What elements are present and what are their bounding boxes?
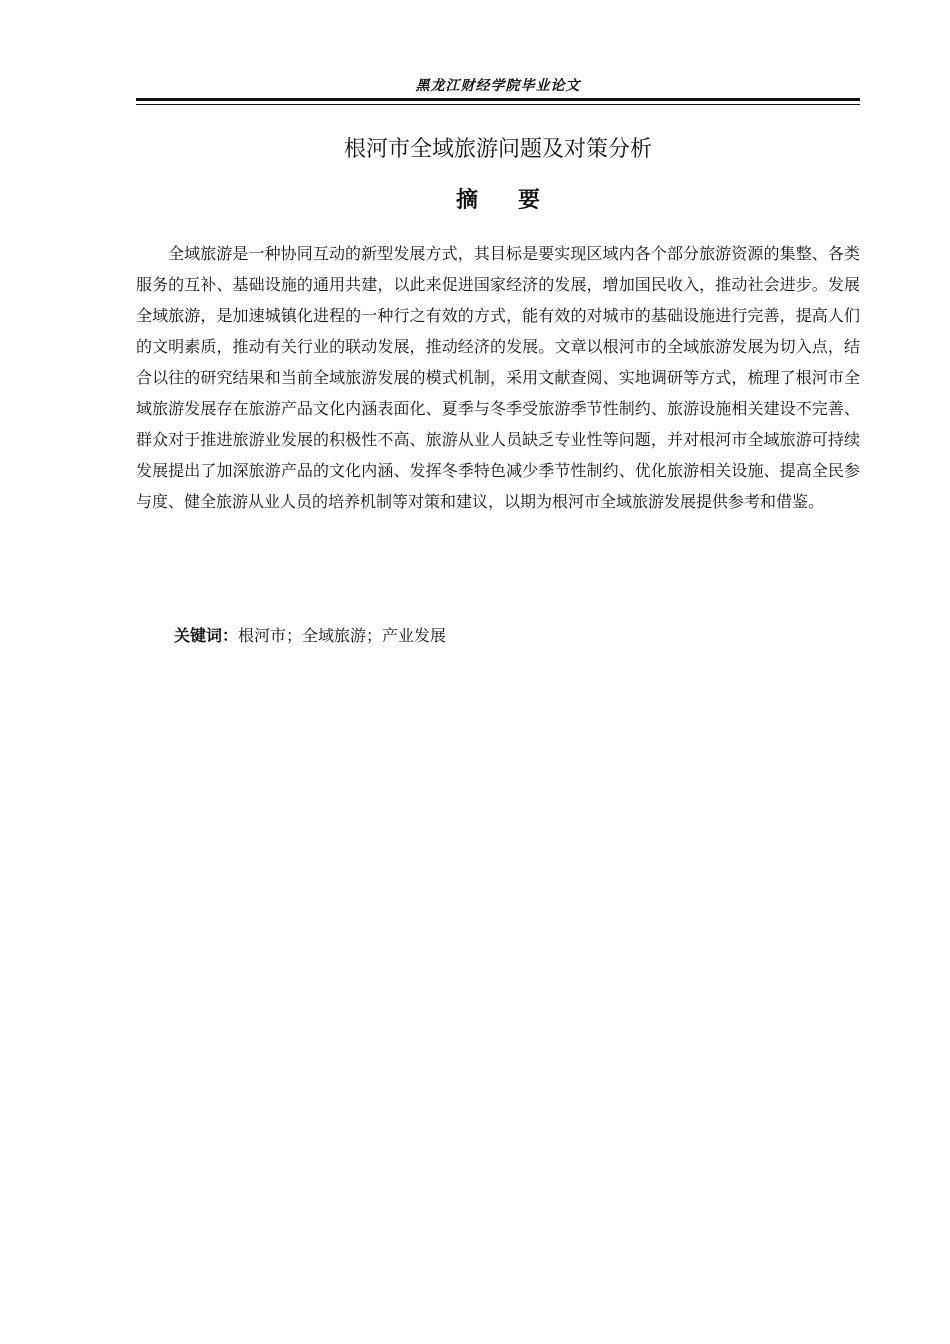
keywords-label: 关键词：: [174, 626, 239, 645]
abstract-heading: 摘要: [455, 187, 580, 213]
paper-title: 根河市全域旅游问题及对策分析: [343, 137, 652, 162]
abstract-paragraph: 全域旅游是一种协同互动的新型发展方式，其目标是要实现区域内各个部分旅游资源的集整、各类服务的互补、基础设施的通用共建，以此来促进国家经济的发展，增加国民收入，推动社会进步。发展全域旅游，是加速城镇化进程的一种行之有效的方式，能有效的对城市的基础设施进行完善，提高人们的文明素质，推动有关行业的联动发展，推动经济的发展。文章以根河市的全域旅游发展为切入点，结合以往的研究结果和当前全域旅游发展的模式机制，采用文献查阅、实地调研等方式，梳理了根河市全域旅游发展存在旅游产品文化内涵表面化、夏季与冬季受旅游季节性制约、旅游设施相关建设不完善、群众对于推进旅游业发展的积极性不高、旅游从业人员缺乏专业性等问题，并对根河市全域旅游可持续发展提出了加深旅游产品的文化内涵、发挥冬季特色减少季节性制约、优化旅游相关设施、提高全民参与度、健全旅游从业人员的培养机制等对策和建议，以期为根河市全域旅游发展提供参考和借鉴。: [136, 244, 860, 511]
keywords-line: [174, 622, 860, 650]
keywords-text: 根河市；全域旅游；产业发展: [238, 626, 447, 645]
header-double-rule: [136, 98, 860, 105]
running-header: 黑龙江财经学院毕业论文: [415, 78, 581, 94]
